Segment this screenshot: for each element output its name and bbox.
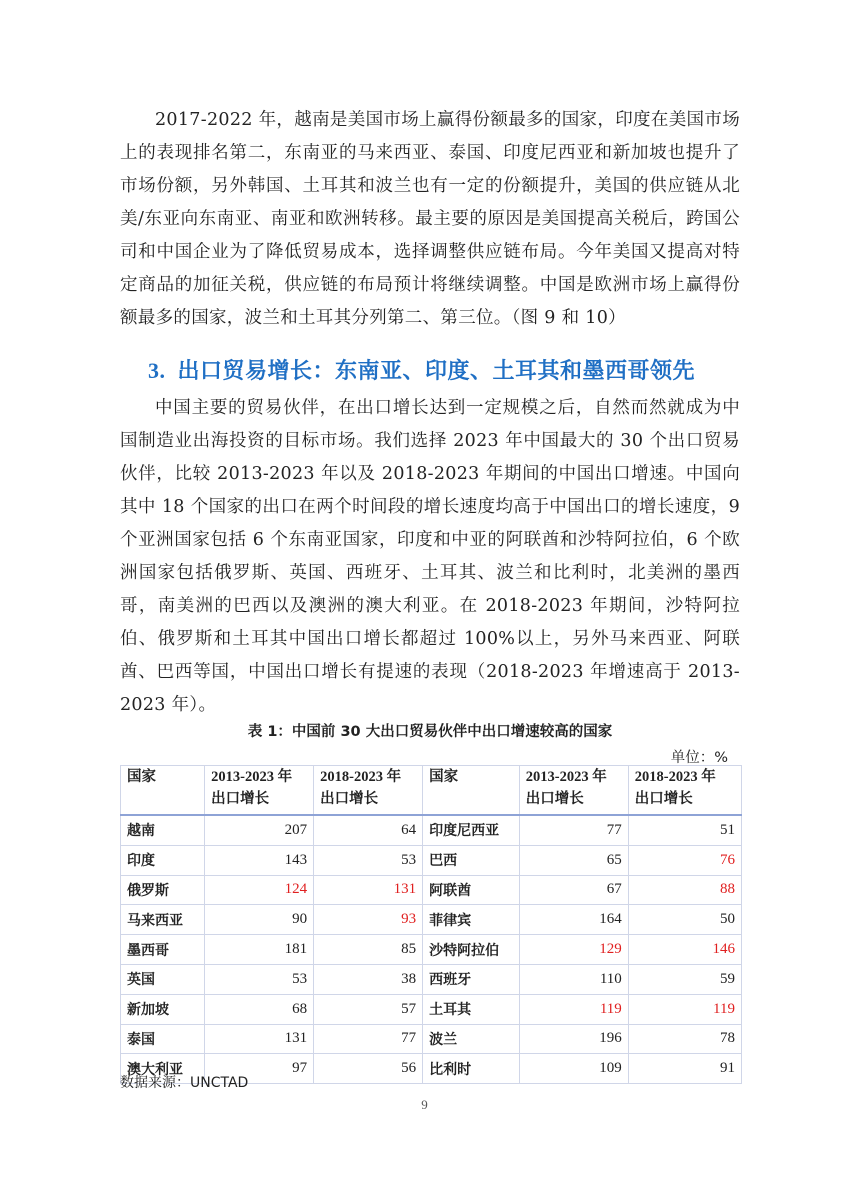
- country-cell: 墨西哥: [121, 935, 205, 965]
- header-2013-left: [205, 766, 314, 816]
- country-cell: 越南: [121, 815, 205, 845]
- value-cell: 143: [205, 845, 314, 875]
- country-cell: 土耳其: [423, 994, 520, 1024]
- paragraph-export-growth: 中国主要的贸易伙伴，在出口增长达到一定规模之后，自然而然就成为中国制造业出海投资的目标市场。我们选择 2023 年中国最大的 30 个出口贸易伙伴，比较 2013-2023 年以及 2018-2023 年期间的中国出口增速。中国向其中 18 个国家的出口在两个时间段的增长速度均高于中国出口的增长速度，9 个亚洲国家包括 6 个东南亚国家，印度和中亚的阿联酋和沙特阿拉伯，6 个欧洲国家包括俄罗斯、英国、西班牙、土耳其、波兰和比利时，北美洲的墨西哥，南美洲的巴西以及澳洲的澳大利亚。在 2018-2023 年期间，沙特阿拉伯、俄罗斯和土耳其中国出口增长都超过 100%以上，另外马来西亚、阿联酋、巴西等国，中国出口增长有提速的表现（2018-2023 年增速高于 2013-2023 年）。: [120, 398, 740, 715]
- table-row: [121, 905, 742, 935]
- value-cell: 53: [205, 964, 314, 994]
- value-cell: 77: [314, 1024, 423, 1054]
- header-line: 2013-2023 年: [211, 769, 293, 785]
- country-cell: 印度尼西亚: [423, 815, 520, 845]
- country-cell: 波兰: [423, 1024, 520, 1054]
- value-cell: 59: [628, 964, 741, 994]
- value-cell: 109: [519, 1054, 628, 1084]
- country-cell: 泰国: [121, 1024, 205, 1054]
- country-cell: 澳大利亚: [121, 1054, 205, 1084]
- value-cell: 77: [519, 815, 628, 845]
- country-cell: 俄罗斯: [121, 875, 205, 905]
- table-row: [121, 845, 742, 875]
- value-cell: 93: [314, 905, 423, 935]
- value-cell: 119: [628, 994, 741, 1024]
- value-cell: 85: [314, 935, 423, 965]
- section-number: 3.: [148, 358, 166, 383]
- header-line: 2018-2023 年: [634, 769, 716, 785]
- table-row: [121, 815, 742, 845]
- country-cell: 新加坡: [121, 994, 205, 1024]
- value-cell: 56: [314, 1054, 423, 1084]
- header-line: 出口增长: [634, 791, 693, 807]
- country-cell: 巴西: [423, 845, 520, 875]
- value-cell: 207: [205, 815, 314, 845]
- value-cell: 65: [519, 845, 628, 875]
- value-cell: 119: [519, 994, 628, 1024]
- country-cell: 阿联酋: [423, 875, 520, 905]
- header-line: 2018-2023 年: [320, 769, 402, 785]
- table-row: [121, 875, 742, 905]
- value-cell: 50: [628, 905, 741, 935]
- section-title: 出口贸易增长：东南亚、印度、土耳其和墨西哥领先: [177, 359, 696, 384]
- export-growth-table: [120, 765, 742, 1084]
- country-cell: 马来西亚: [121, 905, 205, 935]
- header-country-right: 国家: [423, 766, 520, 816]
- header-line: 出口增长: [525, 791, 584, 807]
- value-cell: 53: [314, 845, 423, 875]
- value-cell: 129: [519, 935, 628, 965]
- table-header-row: [121, 766, 742, 816]
- country-cell: 西班牙: [423, 964, 520, 994]
- value-cell: 76: [628, 845, 741, 875]
- header-country-left: 国家: [121, 766, 205, 816]
- paragraph-market-share: 2017-2022 年，越南是美国市场上赢得份额最多的国家，印度在美国市场上的表现排名第二，东南亚的马来西亚、泰国、印度尼西亚和新加坡也提升了市场份额，另外韩国、土耳其和波兰也有一定的份额提升，美国的供应链从北美/东亚向东南亚、南亚和欧洲转移。最主要的原因是美国提高关税后，跨国公司和中国企业为了降低贸易成本，选择调整供应链布局。今年美国又提高对特定商品的加征关税，供应链的布局预计将继续调整。中国是欧洲市场上赢得份额最多的国家，波兰和土耳其分列第二、第三位。（图 9 和 10）: [120, 110, 740, 328]
- section-heading: [148, 354, 695, 385]
- value-cell: 164: [519, 905, 628, 935]
- value-cell: 88: [628, 875, 741, 905]
- value-cell: 131: [314, 875, 423, 905]
- header-2013-right: [519, 766, 628, 816]
- value-cell: 110: [519, 964, 628, 994]
- value-cell: 51: [628, 815, 741, 845]
- value-cell: 57: [314, 994, 423, 1024]
- country-cell: 比利时: [423, 1054, 520, 1084]
- value-cell: 38: [314, 964, 423, 994]
- value-cell: 78: [628, 1024, 741, 1054]
- table-row: [121, 935, 742, 965]
- value-cell: 64: [314, 815, 423, 845]
- value-cell: 181: [205, 935, 314, 965]
- value-cell: 196: [519, 1024, 628, 1054]
- value-cell: 90: [205, 905, 314, 935]
- header-2018-left: [314, 766, 423, 816]
- table-title: 表 1：中国前 30 大出口贸易伙伴中出口增速较高的国家: [247, 724, 613, 740]
- value-cell: 124: [205, 875, 314, 905]
- table-row: [121, 964, 742, 994]
- table-unit: 单位：%: [670, 750, 728, 766]
- value-cell: 91: [628, 1054, 741, 1084]
- country-cell: 沙特阿拉伯: [423, 935, 520, 965]
- header-line: 2013-2023 年: [525, 769, 607, 785]
- country-cell: 印度: [121, 845, 205, 875]
- data-source-note: 数据来源：UNCTAD: [120, 1075, 249, 1091]
- value-cell: 67: [519, 875, 628, 905]
- header-2018-right: [628, 766, 741, 816]
- table-row: [121, 1024, 742, 1054]
- header-line: 出口增长: [211, 791, 270, 807]
- value-cell: 97: [205, 1054, 314, 1084]
- page-number: 9: [421, 1097, 428, 1112]
- value-cell: 131: [205, 1024, 314, 1054]
- header-line: 出口增长: [320, 791, 379, 807]
- value-cell: 146: [628, 935, 741, 965]
- table-row: [121, 994, 742, 1024]
- country-cell: 菲律宾: [423, 905, 520, 935]
- value-cell: 68: [205, 994, 314, 1024]
- country-cell: 英国: [121, 964, 205, 994]
